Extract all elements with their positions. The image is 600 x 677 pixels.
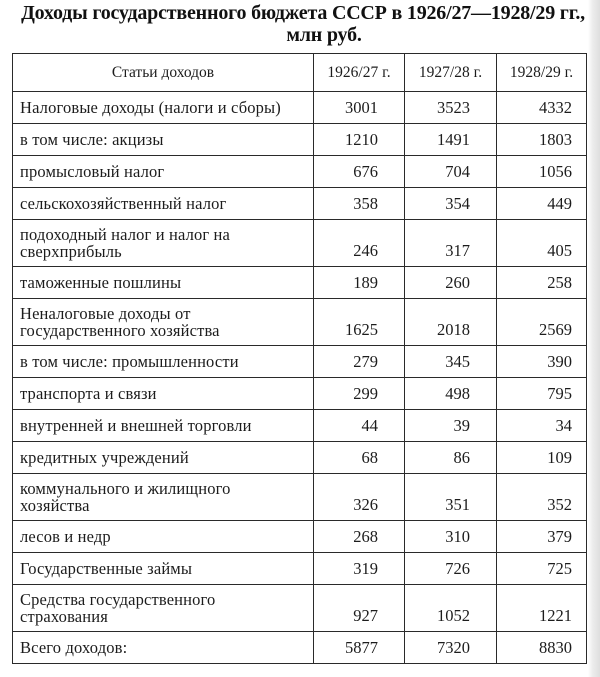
value-1927-28: 39 (405, 410, 497, 442)
value-1928-29: 379 (497, 521, 587, 553)
value-1927-28: 345 (405, 346, 497, 378)
table-row-credit-institutions (13, 442, 587, 474)
value-1928-29: 258 (497, 267, 587, 299)
row-label-line-2: сверхприбыль (20, 241, 122, 261)
value-1927-28: 3523 (405, 92, 497, 124)
row-label: лесов и недр (13, 521, 314, 553)
title-line-1: Доходы государственного бюджета СССР в 1926/27—1928/29 гг., (21, 2, 585, 24)
header-row (13, 54, 587, 92)
value-1928-29: 34 (497, 410, 587, 442)
title-line-2: млн руб. (286, 24, 362, 46)
row-label (13, 474, 314, 521)
table-body (13, 92, 587, 664)
value-1927-28: 86 (405, 442, 497, 474)
row-label-line-1: подоходный налог и налог на (20, 224, 231, 244)
row-label: промысловый налог (13, 156, 314, 188)
value-1927-28: 351 (405, 474, 497, 521)
value-1926-27: 68 (314, 442, 405, 474)
row-label: внутренней и внешней торговли (13, 410, 314, 442)
row-label-line-1: Средства государственного (20, 589, 216, 609)
row-label: сельскохозяйственный налог (13, 188, 314, 220)
row-label: таможенные пошлины (13, 267, 314, 299)
scan-shadow-edge (588, 0, 600, 677)
value-1926-27: 5877 (314, 632, 405, 664)
value-1928-29: 390 (497, 346, 587, 378)
table-row-customs (13, 267, 587, 299)
header-1927-28: 1927/28 г. (405, 54, 497, 92)
row-label: Налоговые доходы (налоги и сборы) (13, 92, 314, 124)
value-1926-27: 676 (314, 156, 405, 188)
row-label: кредитных учреждений (13, 442, 314, 474)
value-1926-27: 927 (314, 585, 405, 632)
row-label (13, 220, 314, 267)
header-1928-29: 1928/29 г. (497, 54, 587, 92)
value-1927-28: 1052 (405, 585, 497, 632)
table-row-communal-housing (13, 474, 587, 521)
value-1926-27: 3001 (314, 92, 405, 124)
value-1928-29: 449 (497, 188, 587, 220)
value-1928-29: 795 (497, 378, 587, 410)
value-1927-28: 317 (405, 220, 497, 267)
table-row-industry (13, 346, 587, 378)
value-1927-28: 498 (405, 378, 497, 410)
value-1928-29: 1803 (497, 124, 587, 156)
table-row-forests-subsoil (13, 521, 587, 553)
table-row-transport (13, 378, 587, 410)
value-1928-29: 4332 (497, 92, 587, 124)
row-label: Всего доходов: (13, 632, 314, 664)
value-1926-27: 299 (314, 378, 405, 410)
value-1927-28: 704 (405, 156, 497, 188)
table-row-income-tax (13, 220, 587, 267)
value-1927-28: 310 (405, 521, 497, 553)
value-1927-28: 354 (405, 188, 497, 220)
table-row-excise (13, 124, 587, 156)
table-row-agricultural-tax (13, 188, 587, 220)
header-1926-27: 1926/27 г. (314, 54, 405, 92)
value-1927-28: 2018 (405, 299, 497, 346)
row-label-line-1: коммунального и жилищного (20, 478, 231, 498)
value-1926-27: 44 (314, 410, 405, 442)
table-row-trade (13, 410, 587, 442)
value-1926-27: 246 (314, 220, 405, 267)
header-revenue-items: Статьи доходов (13, 54, 314, 92)
value-1926-27: 358 (314, 188, 405, 220)
value-1928-29: 405 (497, 220, 587, 267)
document-title (0, 2, 600, 46)
value-1928-29: 352 (497, 474, 587, 521)
value-1927-28: 1491 (405, 124, 497, 156)
value-1926-27: 326 (314, 474, 405, 521)
value-1926-27: 1625 (314, 299, 405, 346)
value-1926-27: 1210 (314, 124, 405, 156)
row-label: в том числе: акцизы (13, 124, 314, 156)
value-1928-29: 1056 (497, 156, 587, 188)
table-row-trade-tax (13, 156, 587, 188)
row-label (13, 585, 314, 632)
table-row-non-tax-revenue (13, 299, 587, 346)
table-row-state-loans (13, 553, 587, 585)
row-label-line-2: хозяйства (20, 495, 90, 515)
table-row-total-revenue (13, 632, 587, 664)
row-label-line-1: Неналоговые доходы от (20, 303, 191, 323)
value-1926-27: 268 (314, 521, 405, 553)
row-label-line-2: государственного хозяйства (20, 320, 220, 340)
budget-revenue-table (12, 53, 587, 664)
value-1926-27: 279 (314, 346, 405, 378)
value-1926-27: 189 (314, 267, 405, 299)
value-1928-29: 1221 (497, 585, 587, 632)
row-label: транспорта и связи (13, 378, 314, 410)
table-row-state-insurance (13, 585, 587, 632)
value-1927-28: 260 (405, 267, 497, 299)
row-label: Государственные займы (13, 553, 314, 585)
value-1927-28: 726 (405, 553, 497, 585)
value-1928-29: 8830 (497, 632, 587, 664)
value-1926-27: 319 (314, 553, 405, 585)
row-label (13, 299, 314, 346)
value-1928-29: 2569 (497, 299, 587, 346)
value-1927-28: 7320 (405, 632, 497, 664)
value-1928-29: 725 (497, 553, 587, 585)
value-1928-29: 109 (497, 442, 587, 474)
row-label-line-2: страхования (20, 606, 108, 626)
table-row-tax-revenue (13, 92, 587, 124)
table-header (13, 54, 587, 92)
row-label: в том числе: промышленности (13, 346, 314, 378)
